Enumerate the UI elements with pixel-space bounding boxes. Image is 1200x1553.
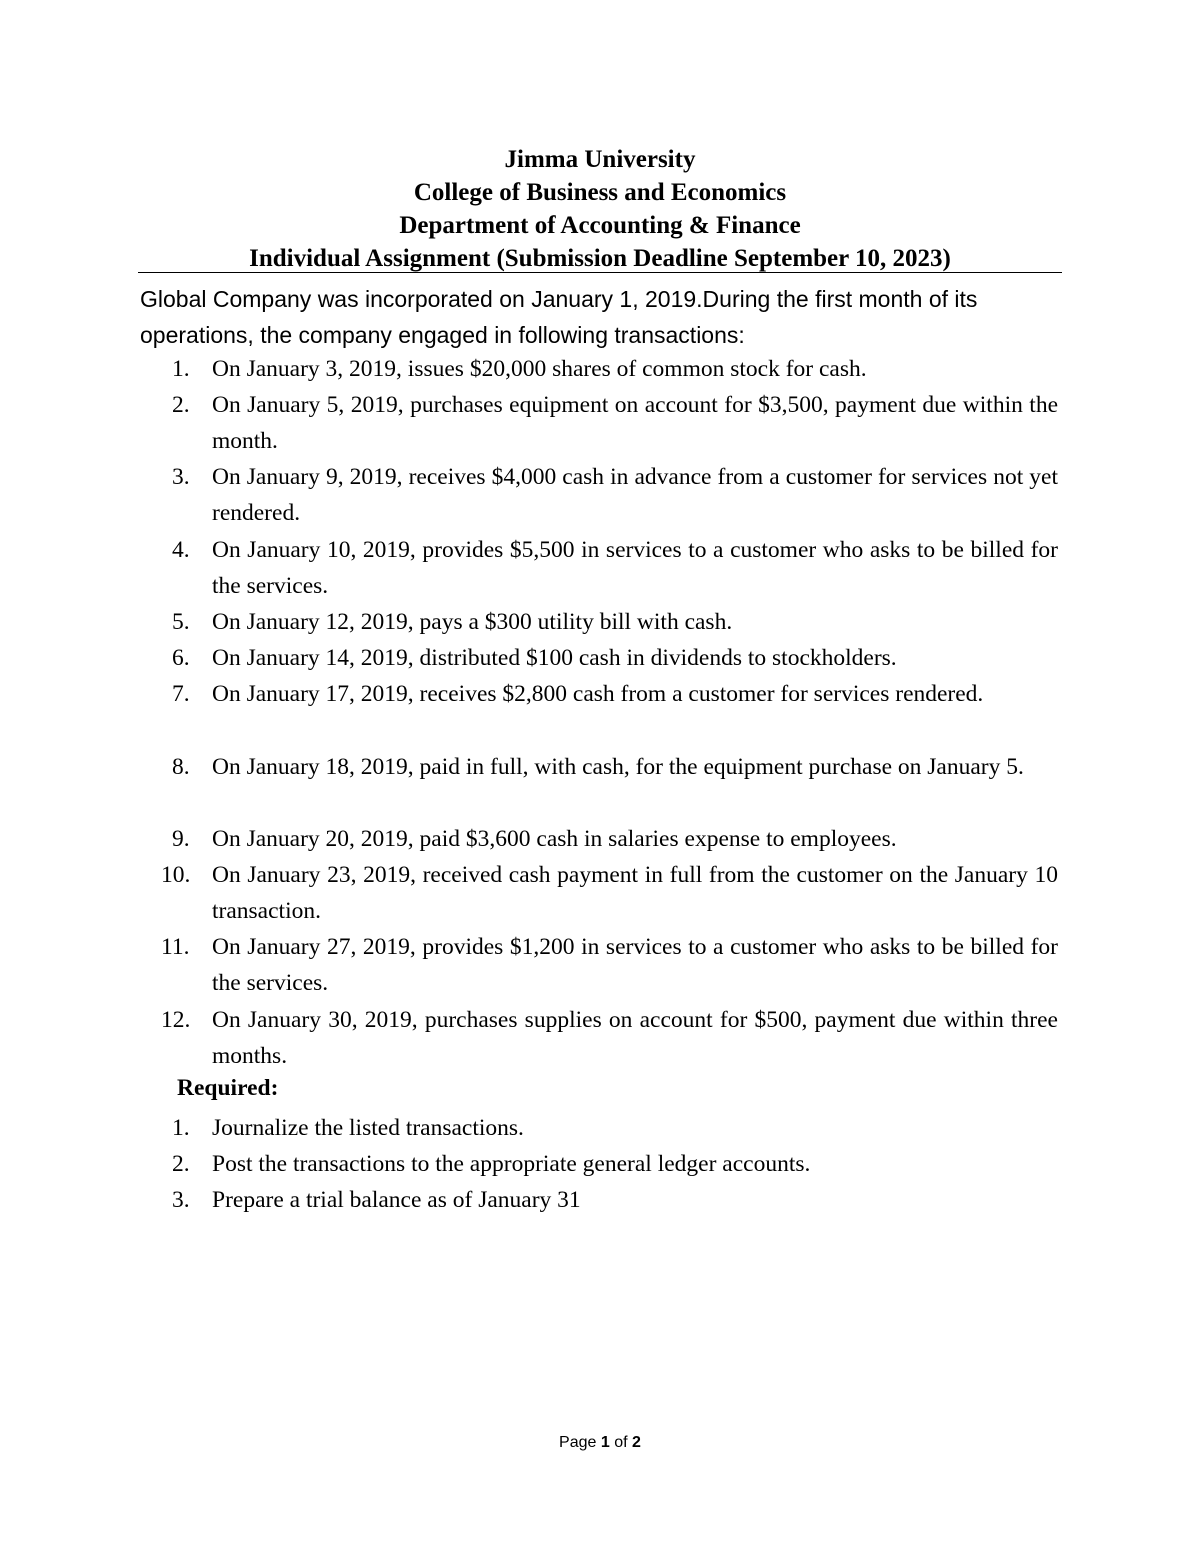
page-footer bbox=[0, 1434, 1200, 1452]
list-item-number: 1. bbox=[172, 356, 190, 382]
list-item-number: 7. bbox=[172, 681, 190, 707]
list-item-number: 2. bbox=[172, 392, 190, 418]
page-total: 2 bbox=[632, 1434, 641, 1451]
list-item-number: 3. bbox=[172, 1187, 190, 1213]
list-item-number: 10. bbox=[161, 862, 191, 888]
intro-line-2: operations, the company engaged in following transactions: bbox=[140, 322, 745, 348]
list-item-text: On January 23, 2019, received cash payment in full from the customer on the January 10 transaction. bbox=[212, 862, 1058, 924]
list-item-text: On January 27, 2019, provides $1,200 in services to a customer who asks to be billed for the services. bbox=[212, 934, 1058, 996]
header-divider bbox=[138, 272, 1062, 273]
list-item-text: On January 20, 2019, paid $3,600 cash in salaries expense to employees. bbox=[212, 826, 897, 852]
page-current: 1 bbox=[600, 1434, 610, 1451]
list-item-number: 5. bbox=[172, 609, 190, 635]
assignment-title: Individual Assignment (Submission Deadline September 10, 2023) bbox=[249, 245, 951, 272]
of-word: of bbox=[614, 1434, 628, 1451]
list-item-number: 1. bbox=[172, 1115, 190, 1141]
list-item-text: On January 10, 2019, provides $5,500 in services to a customer who asks to be billed for the services. bbox=[212, 537, 1058, 599]
list-item-number: 12. bbox=[161, 1007, 191, 1033]
list-item-text: Prepare a trial balance as of January 31 bbox=[212, 1187, 581, 1213]
list-item-text: On January 3, 2019, issues $20,000 shares of common stock for cash. bbox=[212, 356, 867, 382]
college-name: College of Business and Economics bbox=[413, 179, 787, 206]
list-item-text: On January 9, 2019, receives $4,000 cash in advance from a customer for services not yet rendered. bbox=[212, 464, 1058, 526]
list-item-number: 9. bbox=[172, 826, 190, 852]
list-item-number: 11. bbox=[161, 934, 190, 960]
intro-line-1: Global Company was incorporated on January 1, 2019.During the first month of its bbox=[140, 286, 978, 312]
list-item-text: On January 18, 2019, paid in full, with cash, for the equipment purchase on January 5. bbox=[212, 754, 1024, 780]
page-word: Page bbox=[559, 1434, 597, 1451]
list-item-text: On January 12, 2019, pays a $300 utility bill with cash. bbox=[212, 609, 733, 635]
list-item-text: On January 17, 2019, receives $2,800 cash from a customer for services rendered. bbox=[212, 681, 984, 707]
university-name: Jimma University bbox=[504, 146, 696, 173]
intro-paragraph bbox=[140, 281, 1060, 353]
list-item-number: 2. bbox=[172, 1151, 190, 1177]
department-name: Department of Accounting & Finance bbox=[399, 212, 801, 239]
list-item-number: 4. bbox=[172, 537, 190, 563]
list-item-number: 3. bbox=[172, 464, 190, 490]
list-item-text: On January 14, 2019, distributed $100 cash in dividends to stockholders. bbox=[212, 645, 897, 671]
required-heading: Required: bbox=[177, 1075, 279, 1101]
list-item-text: On January 5, 2019, purchases equipment on account for $3,500, payment due within the month. bbox=[212, 392, 1058, 454]
document-header bbox=[138, 143, 1062, 275]
list-item-text: Post the transactions to the appropriate general ledger accounts. bbox=[212, 1151, 811, 1177]
list-item-number: 6. bbox=[172, 645, 190, 671]
list-item-number: 8. bbox=[172, 754, 190, 780]
list-item-text: Journalize the listed transactions. bbox=[212, 1115, 524, 1141]
list-item-text: On January 30, 2019, purchases supplies on account for $500, payment due within three months. bbox=[212, 1007, 1058, 1069]
